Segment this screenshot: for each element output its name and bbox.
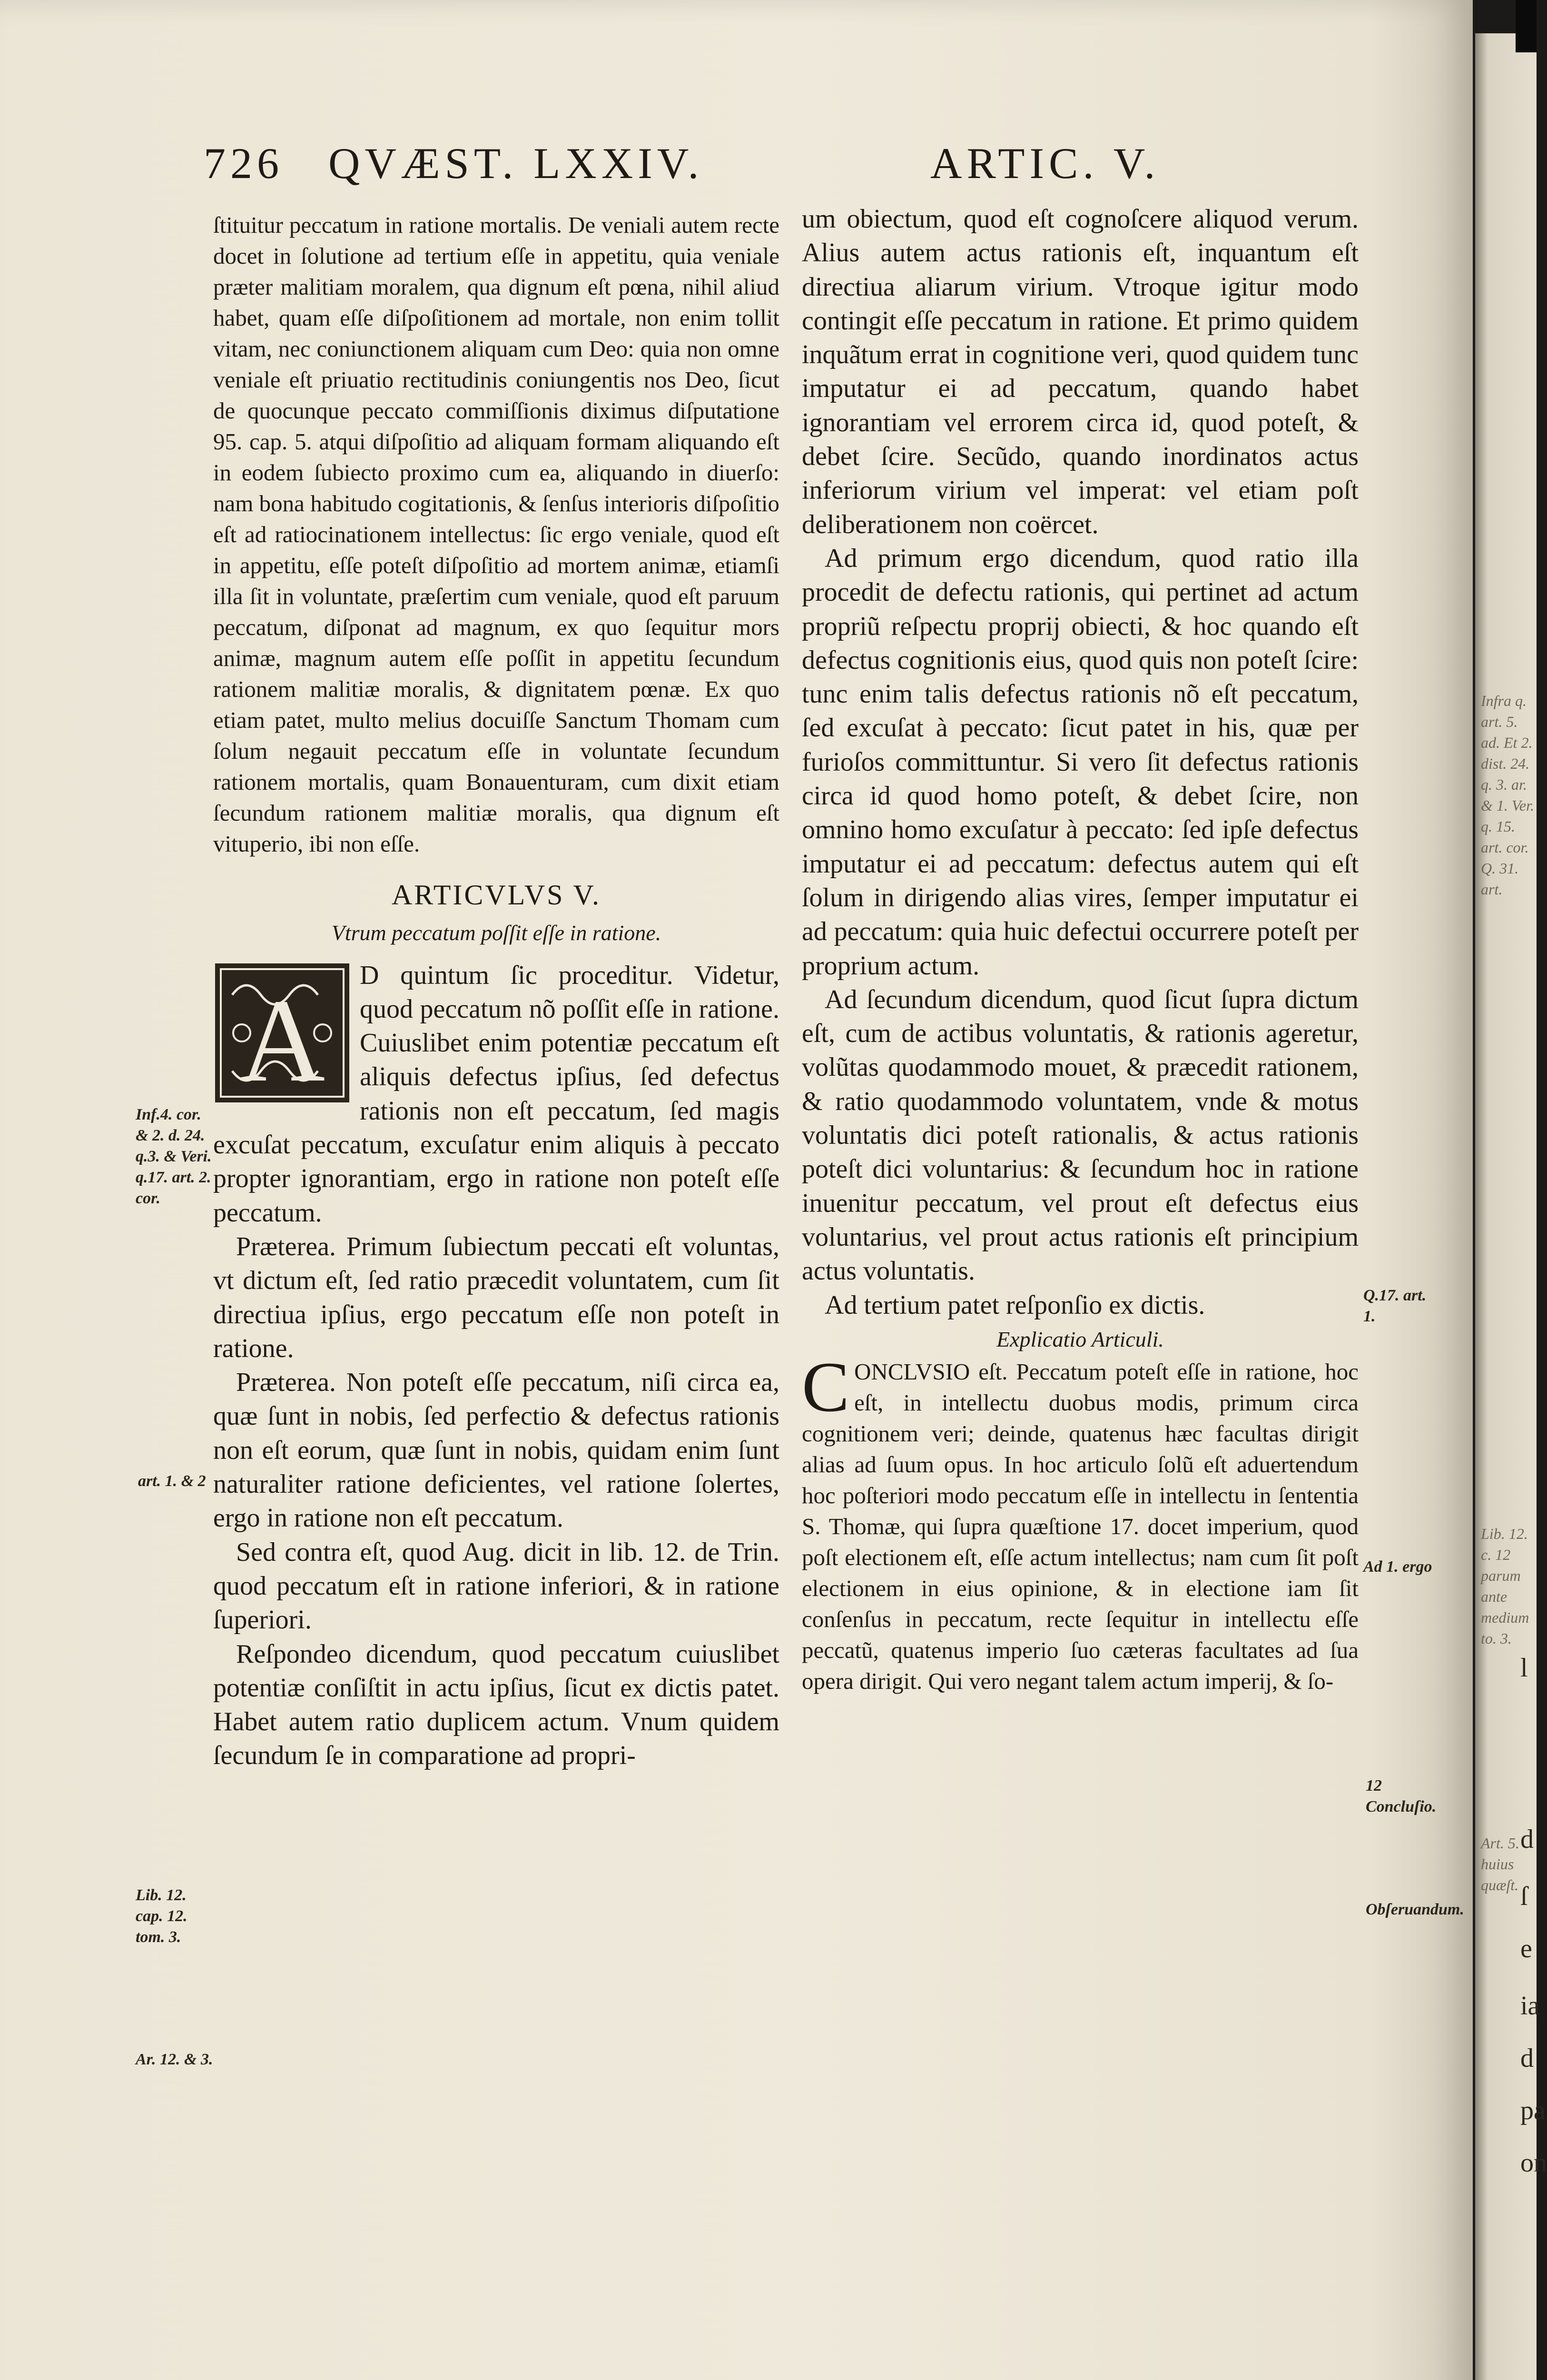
page-tab — [1516, 0, 1537, 52]
margin-note-left-1: Inf.4. cor. & 2. d. 24. q.3. & Veri. q.17. art. 2. cor. — [136, 1106, 212, 1207]
article-question: Vtrum peccatum poſſit eſſe in ratione. — [331, 921, 661, 945]
next-margin-2: Lib. 12. c. 12 parum ante medium to. 3. — [1481, 1525, 1529, 1647]
margin-note-left-3: Lib. 12. cap. 12. tom. 3. — [136, 1886, 187, 1946]
right-para-1: um obiectum, quod eſt cognoſcere aliquod verum. Alius autem actus rationis eſt, inquantum eſt directiua aliarum virium. Vtroque igitur modo contingit eſſe peccatum in ratione. Et primo quidem inquãtum errat in cognitione veri, quod quidem tunc imputatur ei ad peccatum, quando habet ignorantiam vel errorem circa id, quod poteſt, & debet ſcire. Secũdo, quando inordinatos actus inferiorum virium vel imperat: vel etiam poſt deliberationem non coërcet. — [802, 204, 1359, 539]
margin-note-right-4: Obſeruandum. — [1366, 1901, 1464, 1918]
explicatio-title: Explicatio Articuli. — [996, 1327, 1164, 1351]
margin-note-right-2: Ad 1. ergo — [1363, 1558, 1432, 1576]
right-para-4: Ad tertium patet reſponſio ex dictis. — [825, 1290, 1205, 1320]
margin-note-right-3: 12 Concluſio. — [1366, 1777, 1437, 1815]
next-letter-4: e — [1520, 1934, 1532, 1964]
running-head-left: QVÆST. LXXIV. — [328, 139, 704, 188]
next-margin-1: Infra q. art. 5. ad. Et 2. dist. 24. q. 3. ar. & 1. Ver. q. 15. art. cor. Q. 31. art. — [1481, 692, 1534, 898]
margin-note-left-2: art. 1. & 2 — [138, 1472, 206, 1490]
right-para-3: Ad ſecundum dicendum, quod ſicut ſupra dictum eſt, cum de actibus voluntatis, & rationis ageretur, volũtas quodammodo mouet, & præcedit rationem, & ratio quodammodo voluntatem, vnde & motus voluntatis dici poteſt rationalis, & actus rationis poteſt dici voluntarius: & ſecundum hoc in ratione inuenitur peccatum, vel prout eſt defectus eius voluntarius, vel prout actus rationis eſt principium actus voluntatis. — [802, 984, 1359, 1286]
dropcap-letter: A — [239, 974, 325, 1107]
next-letter-6: d — [1520, 2043, 1534, 2073]
left-para-5: Reſpondeo dicendum, quod peccatum cuiuslibet potentiæ conſiſtit in actu ipſius, ſicut ex dictis patet. Habet autem ratio duplicem actum. Vnum quidem ſecundum ſe in comparatione ad propri- — [213, 1639, 779, 1771]
left-para-2: Præterea. Primum ſubiectum peccati eſt voluntas, vt dictum eſt, ſed ratio præcedit voluntatem, cum ſit directiua ipſius, ergo peccatum eſſe non poteſt in ratione. — [213, 1231, 779, 1363]
next-page-edge — [1475, 33, 1547, 2380]
margin-note-right-1: Q.17. art. 1. — [1363, 1287, 1427, 1325]
next-letter-5: ia — [1520, 1991, 1540, 2021]
left-column — [213, 209, 779, 1773]
dropcap-a — [213, 962, 351, 1107]
next-letter-8: on — [1520, 2148, 1547, 2178]
next-letter-3: ſ — [1520, 1882, 1528, 1911]
left-para-4: Sed contra eſt, quod Aug. dicit in lib. 12. de Trin. quod peccatum eſt in ratione inferiori, & in ratione ſuperiori. — [213, 1537, 779, 1635]
margin-note-left-4: Ar. 12. & 3. — [136, 2051, 213, 2068]
page-number: 726 — [204, 139, 284, 188]
explicatio-text — [802, 1348, 1359, 1696]
left-para-3: Præterea. Non poteſt eſſe peccatum, niſi circa ea, quæ ſunt in nobis, ſed perfectio & defectus rationis non eſt eorum, quæ ſunt in nobis, quidam enim ſunt naturaliter ratione deficientes, vel ratione ſolertes, ergo in ratione non eſt peccatum. — [213, 1368, 779, 1533]
dropcap-c: C — [802, 1348, 850, 1427]
left-top-text: ſtituitur peccatum in ratione mortalis. De veniali autem recte docet in ſolutione ad tertium eſſe in appetitu, quia veniale præter malitiam moralem, qua dignum eſt pœna, nihil aliud habet, quam eſſe diſpoſitionem ad mortale, non enim tollit vitam, nec coniunctionem aliquam cum Deo: quia non omne veniale eſt priuatio rectitudinis coniungentis nos Deo, ſicut de quocunque peccato commiſſionis diximus diſputatione 95. cap. 5. atqui diſpoſitio ad aliquam formam aliquando eſt in eodem ſubiecto proximo cum ea, aliquando in diuerſo: nam bona habitudo cogitationis, & ſenſus interioris diſpoſitio eſt ad ratiocinationem intellectus: ſic ergo veniale, quod eſt in appetitu, eſſe poteſt diſpoſitio ad mortem animæ, etiamſi illa ſit in voluntate, præſertim cum veniale, quod eſt paruum peccatum, diſponat ad magnum, ex quo ſequitur mors animæ, magnum autem eſſe poſſit in appetitu ſecundum rationem malitiæ moralis, & dignitatem pœnæ. Ex quo etiam patet, multo melius docuiſſe Sanctum Thomam cum ſolum negauit peccatum eſſe in voluntate ſecundum rationem mortalis, quam Bonauenturam, cum dixit etiam ſecundum rationem malitiæ moralis, qua dignum eſt vituperio, ibi non eſſe. — [213, 212, 779, 857]
right-para-2: Ad primum ergo dicendum, quod ratio illa procedit de defectu rationis, qui pertinet ad actum propriũ reſpectu proprij obiecti, & hoc quando eſt defectus cognitionis eius, quod quis non poteſt ſcire: tunc enim talis defectus rationis nõ eſt peccatum, ſed excuſat à peccato: ſicut patet in his, quæ per furioſos committuntur. Si vero ſit defectus rationis circa id quod homo poteſt, & debet ſcire, non omnino homo excuſatur à peccato: ſed ipſe defectus imputatur ei ad peccatum: defectus autem qui eſt ſolum in dirigendo alias vires, ſemper imputatur ei ad peccatum: quia huic defectui occurrere poteſt per proprium actum. — [802, 543, 1359, 981]
explicatio-body: ONCLVSIO eſt. Peccatum poteſt eſſe in ratione, hoc eſt, in intellectu duobus modis, primum circa cognitionem veri; deinde, quatenus hæc facultas dirigit alias ad ſuum opus. In hoc articulo ſolũ eſt aduertendum hoc poſteriori modo peccatum eſſe in intellectu in ſententia S. Thomæ, qui ſupra quæſtione 17. docet imperium, quod poſt electionem eſt, eſſe actum intellectus; nam cum ſit poſt electionem in eius opinione, & in electione iam ſit conſenſus in peccatum, recte ſequitur in intellectu eſſe peccatũ, quatenus imperio ſuo cæteras facultates ad ſua opera dirigit. Qui vero negant talem actum imperij, & ſo- — [802, 1359, 1359, 1695]
next-letter-1: l — [1520, 1653, 1528, 1683]
left-para-1: D quintum ſic proceditur. Videtur, quod peccatum nõ poſſit eſſe in ratione. Cuiuslibet enim potentiæ peccatum eſt aliquis defectus ipſius, ſed defectus rationis non eſt peccatum, ſed magis excuſat peccatum, excuſatur enim aliquis à peccato propter ignorantiam, ergo in ratione non poteſt eſſe peccatum. — [213, 960, 779, 1228]
article-heading: ARTICVLVS V. — [391, 879, 601, 911]
right-column — [802, 202, 1359, 1696]
next-letter-7: pa — [1520, 2096, 1546, 2125]
next-margin-3: Art. 5. huius quæſt. — [1481, 1835, 1519, 1894]
next-letter-2: d — [1520, 1825, 1534, 1854]
running-head-right: ARTIC. V. — [930, 139, 1160, 188]
